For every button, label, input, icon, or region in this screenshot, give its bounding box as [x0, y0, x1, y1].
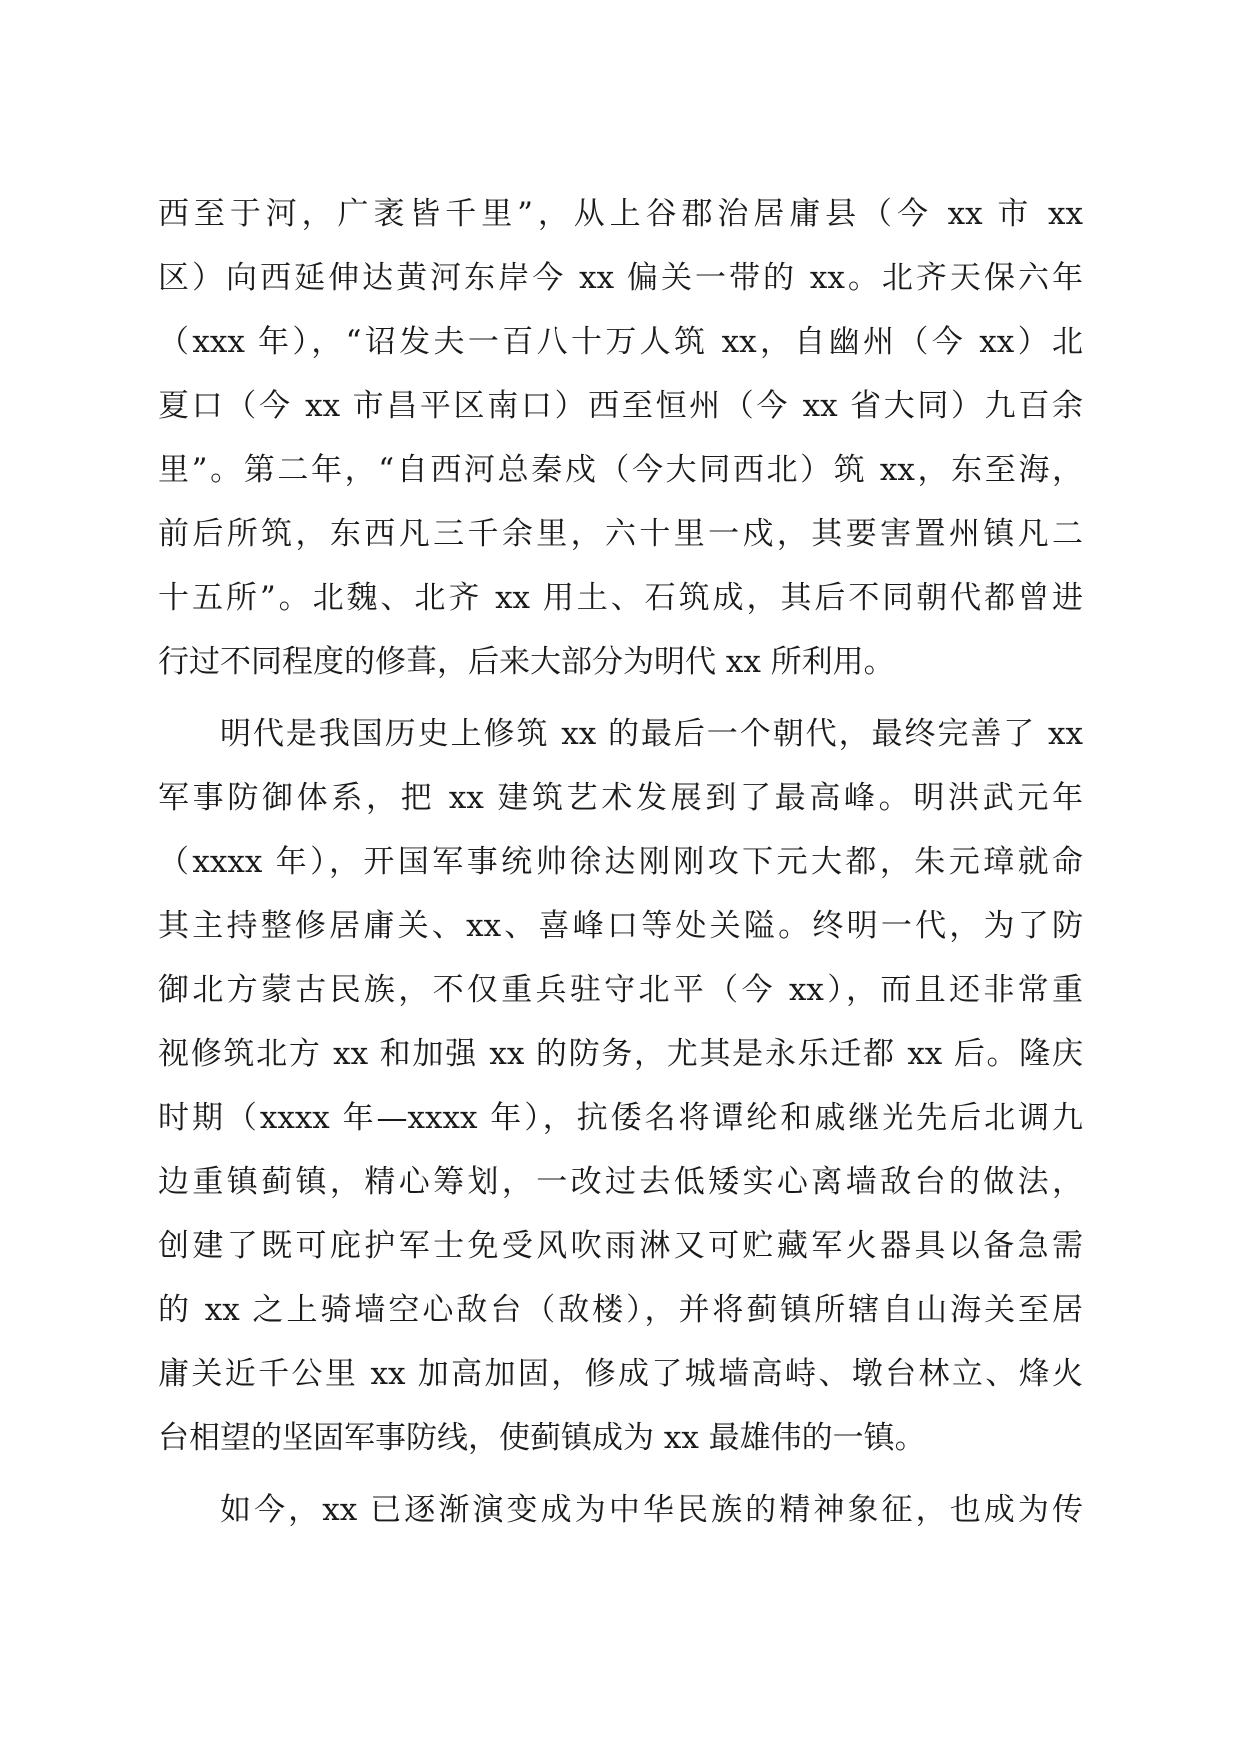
- text-line: 行过不同程度的修葺，后来大部分为明代 xx 所利用。: [158, 644, 895, 680]
- text-line: 军事防御体系，把 xx 建筑艺术发展到了最高峰。明洪武元年: [158, 780, 1083, 816]
- paragraph-3: [158, 1478, 1083, 1542]
- text-line: （xxxx 年），开国军事统帅徐达刚刚攻下元大都，朱元璋就命: [158, 844, 1083, 880]
- text-line: 时期（xxxx 年—xxxx 年），抗倭名将谭纶和戚继光先后北调九: [158, 1100, 1083, 1136]
- paragraph-2: [158, 702, 1083, 1470]
- text-line: 前后所筑，东西凡三千余里，六十里一戍，其要害置州镇凡二: [158, 516, 1083, 552]
- text-line: 西至于河，广袤皆千里”，从上谷郡治居庸县（今 xx 市 xx: [158, 196, 1083, 232]
- text-line: 其主持整修居庸关、xx、喜峰口等处关隘。终明一代，为了防: [158, 908, 1083, 944]
- body-text: [158, 182, 1083, 1542]
- text-line: （xxx 年），“诏发夫一百八十万人筑 xx，自幽州（今 xx）北: [158, 324, 1083, 360]
- text-line: 如今，xx 已逐渐演变成为中华民族的精神象征，也成为传: [220, 1492, 1083, 1528]
- text-line: 创建了既可庇护军士免受风吹雨淋又可贮藏军火器具以备急需: [158, 1228, 1083, 1264]
- text-line: 视修筑北方 xx 和加强 xx 的防务，尤其是永乐迁都 xx 后。隆庆: [158, 1036, 1083, 1072]
- paragraph-1: [158, 182, 1083, 694]
- text-line: 里”。第二年，“自西河总秦戍（今大同西北）筑 xx，东至海，: [158, 452, 1083, 488]
- text-line: 边重镇蓟镇，精心筹划，一改过去低矮实心离墙敌台的做法，: [158, 1164, 1083, 1200]
- text-line: 台相望的坚固军事防线，使蓟镇成为 xx 最雄伟的一镇。: [158, 1420, 926, 1456]
- text-line: 夏口（今 xx 市昌平区南口）西至恒州（今 xx 省大同）九百余: [158, 388, 1083, 424]
- text-line: 十五所”。北魏、北齐 xx 用土、石筑成，其后不同朝代都曾进: [158, 580, 1083, 616]
- text-line: 区）向西延伸达黄河东岸今 xx 偏关一带的 xx。北齐天保六年: [158, 260, 1083, 296]
- text-line: 庸关近千公里 xx 加高加固，修成了城墙高峙、墩台林立、烽火: [158, 1356, 1083, 1392]
- text-line: 的 xx 之上骑墙空心敌台（敌楼），并将蓟镇所辖自山海关至居: [158, 1292, 1083, 1328]
- text-line: 御北方蒙古民族，不仅重兵驻守北平（今 xx），而且还非常重: [158, 972, 1083, 1008]
- text-line: 明代是我国历史上修筑 xx 的最后一个朝代，最终完善了 xx: [220, 716, 1083, 752]
